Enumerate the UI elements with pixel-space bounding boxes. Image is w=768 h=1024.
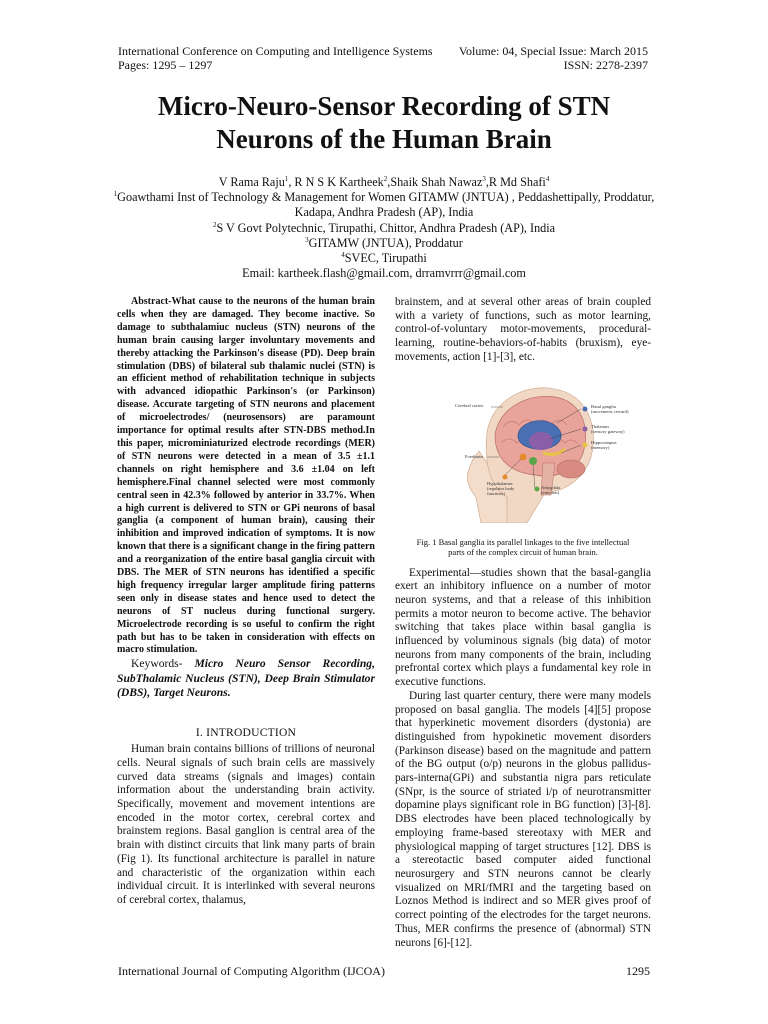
label-hippocampus-sub: (memory) [591, 444, 610, 450]
affiliation-1-sup: 1 [113, 190, 118, 199]
title-line-2: Neurons of the Human Brain [216, 124, 552, 154]
right-paragraph-1: brainstem, and at several other areas of brain coupled with a variety of functions, such as motor learning, control-of-voluntary motor-movements, procedural-learning, routine-behaviors-of-habits (bruxism), eye-movements, action [1]-[3], etc. [395, 296, 651, 363]
label-hypothalamus-sub: (regulates body functions) [487, 485, 515, 496]
label-amygdala [541, 485, 560, 495]
affiliation-4-sup: 4 [341, 250, 345, 259]
author-4: ,R Md Shafi [485, 175, 546, 189]
figure-1 [395, 373, 651, 523]
figure-caption [395, 537, 651, 558]
keywords-text: Micro Neuro Sensor Recording, SubThalamic Nucleus (STN), Deep Brain Stimulator (DBS), Target Neurons. [117, 657, 375, 699]
affiliation-2-sup: 2 [212, 220, 217, 229]
keywords [117, 657, 375, 700]
right-column [395, 296, 651, 950]
keywords-label: Keywords- [131, 657, 183, 671]
conference-name: International Conference on Computing and Intelligence Systems [118, 44, 433, 58]
title-line-1: Micro-Neuro-Sensor Recording of STN [157, 91, 611, 121]
section-heading-introduction: I. INTRODUCTION [195, 726, 297, 740]
page-range: Pages: 1295 – 1297 [118, 58, 213, 72]
figure-caption-line-2: parts of the complex circuit of human brain. [448, 547, 598, 558]
affiliation-1-line-1: Goawthami Inst of Technology & Management for Women GITAMW (JNTUA) , Peddashettipally, Proddatur, [117, 190, 655, 205]
label-amygdala-title: Amygdala [541, 484, 561, 490]
affiliation-1 [100, 190, 668, 205]
label-hippocampus [591, 440, 617, 450]
page-number: 1295 [626, 964, 650, 978]
intro-paragraph: Human brain contains billions of trillions of neuronal cells. Neural signals of such brain cells are massively curved data streams (signals and images) contain information about the understanding brain activity. Specifically, movement and movement intentions are encoded in the motor cortex, cerebral cortex and brainstem regions. Basal ganglion is central area of the brain with distinct circuits that link many parts of brain (Fig 1). Its functional architecture is parallel in nature and characteristic of the organization within each individual circuit. It is interlinked with several neurons of cerebral cortex, thalamus, [117, 743, 375, 906]
author-3-sup: 3 [482, 174, 486, 183]
label-thalamus-sub: (sensory gateway) [591, 428, 625, 434]
affiliation-3-text: GITAMW (JNTUA), Proddatur [308, 235, 463, 250]
affiliation-2-text: S V Govt Polytechnic, Tirupathi, Chittor, Andhra Pradesh (AP), India [216, 220, 556, 235]
paper-title [60, 90, 708, 156]
author-1: V Rama Raju [218, 175, 285, 189]
affiliation-4-text: SVEC, Tirupathi [344, 251, 427, 266]
volume-info: Volume: 04, Special Issue: March 2015 [458, 44, 648, 58]
author-4-sup: 4 [545, 174, 550, 183]
affiliation-4 [100, 251, 668, 266]
author-block [100, 175, 668, 281]
footer-journal: International Journal of Computing Algorithm (IJCOA) [118, 964, 385, 978]
affiliation-3-sup: 3 [305, 235, 309, 244]
affiliation-2 [100, 221, 668, 236]
author-2-sup: 2 [383, 174, 388, 183]
label-hippocampus-title: Hippocampus [591, 439, 617, 445]
label-hypothalamus [487, 481, 531, 496]
author-1-sup: 1 [284, 174, 289, 183]
label-basal-ganglia-sub: (movement, reward) [591, 408, 629, 414]
label-thalamus-title: Thalamus [591, 423, 610, 429]
label-basal-ganglia-title: Basal ganglia [591, 403, 616, 409]
author-2: , R N S K Kartheek [288, 175, 384, 189]
affiliation-3 [100, 236, 668, 251]
affiliation-1-line-2: Kadapa, Andhra Pradesh (AP), India [294, 205, 474, 220]
left-column [117, 296, 375, 908]
label-thalamus [591, 424, 625, 434]
email-line: Email: kartheek.flash@gmail.com, drramvrrr@gmail.com [242, 266, 526, 281]
right-paragraph-2: Experimental—studies shown that the basal-ganglia exert an inhibitory influence on a number of motor neuron systems, and that a release of this inhibition permits a motor neuron to become active. The behavior switching that takes place within basal ganglia is influenced by voluminous signals (big data) of motor neurons from many components of the brain, including prefrontal cortex which plays a fundamental key role in executive functions. [395, 566, 651, 689]
label-forebrain: Forebrain [465, 453, 483, 459]
author-3: ,Shaik Shah Nawaz [387, 175, 483, 189]
issn: ISSN: 2278-2397 [563, 58, 648, 72]
label-hypothalamus-title: Hypothalamus [487, 480, 513, 486]
author-names [100, 175, 668, 190]
figure-caption-line-1: Fig. 1 Basal ganglia its parallel linkages to the five intellectual [416, 536, 630, 547]
label-amygdala-sub: (emotion) [541, 489, 560, 495]
abstract: Abstract-What cause to the neurons of the human brain cells when they are damaged. They become inactive. So damage to subthalamiuc nucleus (STN) neurons of the human brain causing larger involuntary movements and thereby attacking the Parkinson's disease (PD). Deep brain stimulation (DBS) of bilateral sub thalamic nuclei (STN) is an efficient method of rehabilitation technique in subjects with advanced idiopathic Parkinson's (or Parkinson) disease. Accurate targeting of STN neurons and placement of microelectrodes/ (neurosensors) are paramount importance for optimal results after STN-DBS method.In this paper, microminiaturized electrode recordings (MER) of STN neurons were detected in a mean of 3.5 ±1.1 channels on right hemisphere and 3.6 ±1.04 on left hemisphere.Final channel selected were most commonly central seen in 42.3% followed by anterior in 33.7%. When a high current is delivered to STN or GPi neurons of basal ganglia (a component of human brain), causing their inhibition and improved indication of symptoms. It is now known that there is a significant change in the firing pattern and a reorganization of the entire basal ganglia circuit with DBS. The MER of STN neurons has identified a specific high frequency irregular larger amplitude firing patterns seen only in disease states and hence used to detect the neurons of ST nucleus during functional surgery. Microelectrode recording is so useful to confirm the right path but has to be taken in consideration with effects on macro stimulation. [117, 296, 375, 656]
label-basal-ganglia [591, 404, 629, 414]
label-cerebral-cortex: Cerebral cortex [455, 402, 484, 408]
right-paragraph-3: During last quarter century, there were many models proposed on basal ganglia. The models [4][5] propose that hyperkinetic movement disorders (dystonia) are distinguished from hypokinetic movement disorders (Parkinson disease) based on the magnitude and pattern of the BG output (o/p) neurons in the globus pallidus-pars-interna(GPi) and substantia nigra pars reticulate (SNpr, is the source of striated i/p of neurotransmitter dopamine plays significant role in BG function) [3]-[8]. DBS electrodes have been placed technologically by employing frame-based stereotaxy with MER and physiological mapping of target structures [12]. DBS is a stereotactic based computer aided functional neurosurgery and STN neurons cannot be clearly visualized on MRI/fMRI and the targeting based on Loznos Method is indirect and so MER gives proof of correct pointing of the electrodes for the target neurons. Thus, MER confirms the presence of (abnormal) STN neurons [6]-[12]. [395, 689, 651, 949]
